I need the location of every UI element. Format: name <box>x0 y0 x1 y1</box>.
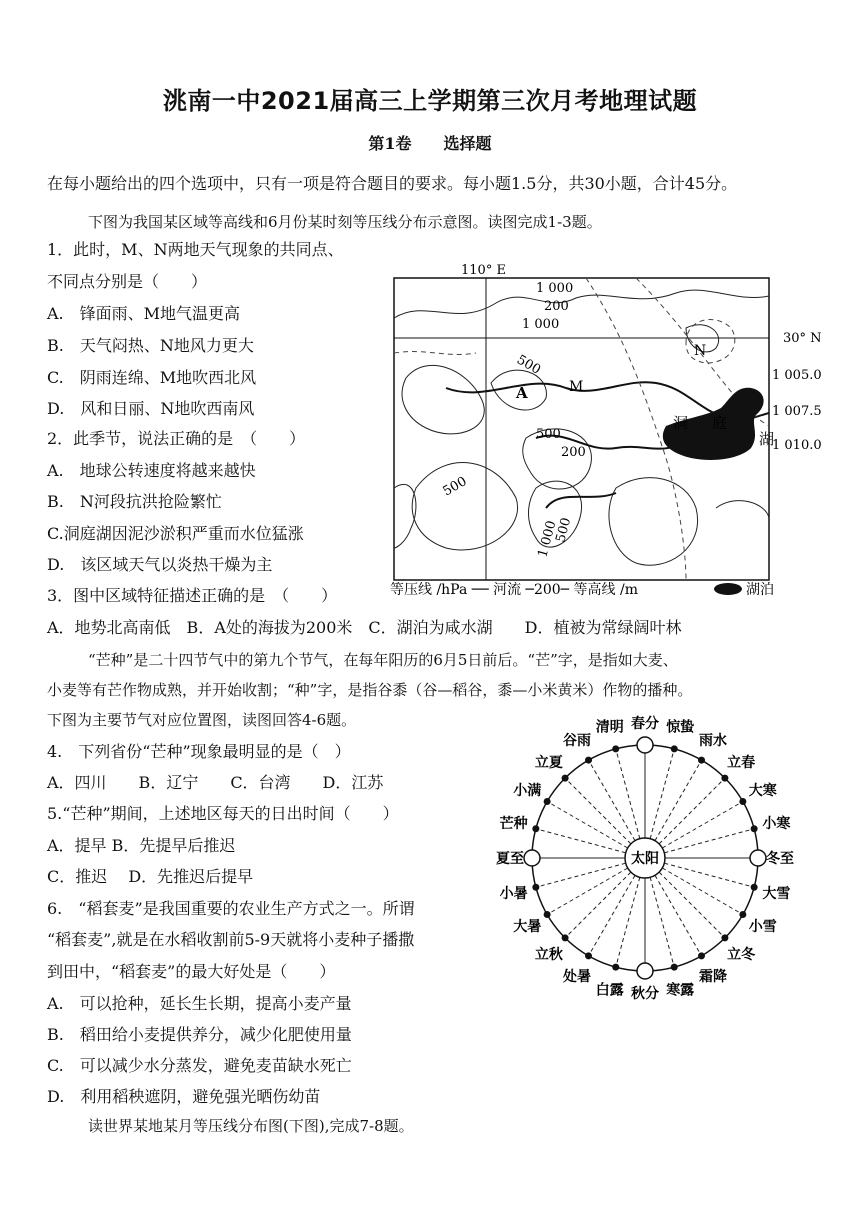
section-heading: 第1卷 选择题 <box>368 134 492 153</box>
wheel-spoke <box>655 875 702 956</box>
wheel-dot <box>612 745 619 752</box>
q1-stem: 1．此时，M、N两地天气现象的共同点、 <box>47 240 344 259</box>
group1-intro: 下图为我国某区域等高线和6月份某时刻等压线分布示意图。读图完成1-3题。 <box>88 213 602 231</box>
contour-label-1000a: 1 000 <box>536 281 574 296</box>
q6-option-b: B. 稻田给小麦提供养分，减少化肥使用量 <box>47 1025 352 1044</box>
isobar-label-2: 1 007.5 <box>772 404 822 419</box>
group2-intro-cont: 小麦等有芒作物成熟，并开始收割；“种”字，是指谷黍（谷—稻谷，黍—小米黄米）作物的播种。 <box>47 681 693 699</box>
wheel-term-label: 冬至 <box>766 851 794 867</box>
map-lon-label: 110° E <box>461 263 506 278</box>
wheel-term-label: 处暑 <box>563 968 591 985</box>
wheel-dot <box>612 964 619 971</box>
wheel-dot <box>671 745 678 752</box>
wheel-major-node <box>524 850 540 866</box>
q5-stem: 5.“芒种”期间，上述地区每天的日出时间（ ） <box>47 804 399 823</box>
lake-name-3: 湖 <box>759 430 775 448</box>
contour-label-500c: 500 <box>440 474 470 500</box>
wheel-spoke <box>547 868 628 915</box>
wheel-dot <box>751 884 758 891</box>
wheel-term-label: 清明 <box>595 719 624 736</box>
wheel-dot <box>698 952 705 959</box>
contour-isobar-map <box>386 258 836 608</box>
q4-options: A．四川 B．辽宁 C．台湾 D．江苏 <box>47 773 384 792</box>
wheel-term-label: 惊蛰 <box>666 719 695 736</box>
wheel-dot <box>721 934 728 941</box>
wheel-term-label: 立春 <box>727 754 756 771</box>
solar-terms-wheel <box>488 715 798 1000</box>
wheel-dot <box>751 825 758 832</box>
wheel-term-label: 立冬 <box>727 947 756 964</box>
wheel-dot <box>698 757 705 764</box>
q6-stem-end: 到田中，“稻套麦”的最大好处是（ ） <box>47 962 336 981</box>
wheel-dot <box>739 798 746 805</box>
q1-option-c: C. 阴雨连绵、M地吹西北风 <box>47 368 257 387</box>
lake-name-2: 庭 <box>712 414 728 432</box>
wheel-spoke <box>536 829 626 853</box>
q2-stem: 2．此季节，说法正确的是 （ ） <box>47 429 306 448</box>
map-legend: 等压线 /hPa ── 河流 ─200─ 等高线 /m <box>390 582 639 598</box>
wheel-dot <box>671 964 678 971</box>
q6-stem: 6. “稻套麦”是我国重要的农业生产方式之一。所谓 <box>47 899 415 918</box>
wheel-spoke <box>659 778 725 844</box>
contour-label-200b: 200 <box>561 445 586 460</box>
lake-name-1: 洞 <box>673 414 689 432</box>
wheel-spoke <box>565 872 631 938</box>
wheel-term-label: 秋分 <box>631 986 659 1000</box>
wheel-term-label: 立夏 <box>534 754 563 771</box>
sun-label: 太阳 <box>631 851 659 867</box>
contour-label-500a: 500 <box>514 352 544 378</box>
wheel-dot <box>562 775 569 782</box>
wheel-spoke <box>536 863 626 887</box>
q2-option-d: D. 该区域天气以炎热干燥为主 <box>47 555 273 574</box>
wheel-term-label: 谷雨 <box>563 733 591 750</box>
point-m-label: M <box>569 379 584 395</box>
wheel-term-label: 立秋 <box>534 947 563 964</box>
wheel-spoke <box>662 802 743 849</box>
legend-lake-swatch <box>714 583 742 595</box>
wheel-term-label: 春分 <box>631 716 659 732</box>
wheel-spoke <box>664 829 754 853</box>
q1-option-d: D. 风和日丽、N地吹西南风 <box>47 399 255 418</box>
wheel-term-label: 芒种 <box>499 815 528 832</box>
group2-intro: “芒种”是二十四节气中的第九个节气，在每年阳历的6月5日前后。“芒”字，是指如大麦、 <box>88 651 678 669</box>
wheel-major-node <box>637 963 653 979</box>
wheel-dot <box>585 952 592 959</box>
wheel-spoke <box>616 749 640 839</box>
wheel-spoke <box>589 875 636 956</box>
wheel-spoke <box>650 877 674 967</box>
wheel-term-label: 霜降 <box>699 968 727 985</box>
wheel-term-label: 小雪 <box>748 919 777 935</box>
isobar-label-3: 1 010.0 <box>772 438 822 453</box>
wheel-spoke <box>650 749 674 839</box>
page-title: 洮南一中2021届高三上学期第三次月考地理试题 <box>162 87 698 115</box>
wheel-dot <box>585 757 592 764</box>
q6-option-c: C. 可以减少水分蒸发，避免麦苗缺水死亡 <box>47 1056 352 1075</box>
contour-label-1000b: 1 000 <box>522 317 560 332</box>
wheel-dot <box>532 825 539 832</box>
wheel-term-label: 小寒 <box>762 815 791 832</box>
q5-options-cd: C．推迟 D．先推迟后提早 <box>47 867 254 886</box>
isobar-label-1: 1 005.0 <box>772 368 822 383</box>
wheel-spoke <box>589 760 636 841</box>
wheel-term-label: 夏至 <box>496 851 524 867</box>
instruction: 在每小题给出的四个选项中，只有一项是符合题目的要求。每小题1.5分，共30小题，合计45分。 <box>47 174 738 193</box>
wheel-spoke <box>664 863 754 887</box>
wheel-dot <box>739 911 746 918</box>
wheel-term-label: 大寒 <box>748 783 777 799</box>
wheel-spoke <box>662 868 743 915</box>
wheel-term-label: 小暑 <box>499 886 528 903</box>
point-n-label: N <box>694 343 707 359</box>
contour-label-1000c: 1 000 <box>535 519 560 560</box>
wheel-spoke <box>659 872 725 938</box>
q6-stem-cont: “稻套麦”,就是在水稻收割前5-9天就将小麦种子播撒 <box>47 930 415 949</box>
wheel-dot <box>721 775 728 782</box>
wheel-term-label: 大暑 <box>513 919 542 935</box>
wheel-major-node <box>637 737 653 753</box>
q2-option-b: B. N河段抗洪抢险繁忙 <box>47 492 222 511</box>
wheel-dot <box>544 798 551 805</box>
wheel-dot <box>562 934 569 941</box>
q5-options-ab: A．提早 B．先提早后推迟 <box>47 836 236 855</box>
q4-stem: 4. 下列省份“芒种”现象最明显的是（ ） <box>47 742 351 761</box>
contour-label-200a: 200 <box>544 299 569 314</box>
wheel-spoke <box>565 778 631 844</box>
q3-options: A．地势北高南低 B．A处的海拔为200米 C．湖泊为咸水湖 D．植被为常绿阔叶林 <box>47 618 682 637</box>
q3-stem: 3．图中区域特征描述正确的是 （ ） <box>47 586 338 605</box>
wheel-term-label: 大雪 <box>762 886 791 903</box>
wheel-term-label: 雨水 <box>699 733 727 750</box>
point-a-label: A <box>516 384 528 402</box>
wheel-term-label: 寒露 <box>666 982 695 999</box>
contour-label-500b: 500 <box>536 427 561 442</box>
group3-intro: 读世界某地某月等压线分布图(下图),完成7-8题。 <box>88 1117 414 1135</box>
wheel-spoke <box>547 802 628 849</box>
map-lat-label: 30° N <box>783 331 822 346</box>
q6-option-d: D. 利用稻秧遮阴，避免强光晒伤幼苗 <box>47 1087 321 1106</box>
map-legend-lake: 湖泊 <box>746 582 774 598</box>
group2-intro-end: 下图为主要节气对应位置图，读图回答4-6题。 <box>47 711 357 729</box>
wheel-spoke <box>616 877 640 967</box>
wheel-dot <box>532 884 539 891</box>
wheel-dot <box>544 911 551 918</box>
q2-option-c: C.洞庭湖因泥沙淤积严重而水位猛涨 <box>47 524 304 543</box>
wheel-spoke <box>655 760 702 841</box>
q1-stem-cont: 不同点分别是（ ） <box>47 272 208 291</box>
q2-option-a: A. 地球公转速度将越来越快 <box>47 461 256 480</box>
wheel-term-label: 小满 <box>513 783 542 799</box>
q6-option-a: A. 可以抢种，延长生长期，提高小麦产量 <box>47 994 352 1013</box>
wheel-term-label: 白露 <box>595 982 624 999</box>
contour-label-500d: 500 <box>553 516 575 545</box>
q1-option-a: A. 锋面雨、M地气温更高 <box>47 304 241 323</box>
q1-option-b: B. 天气闷热、N地风力更大 <box>47 336 254 355</box>
wheel-major-node <box>750 850 766 866</box>
